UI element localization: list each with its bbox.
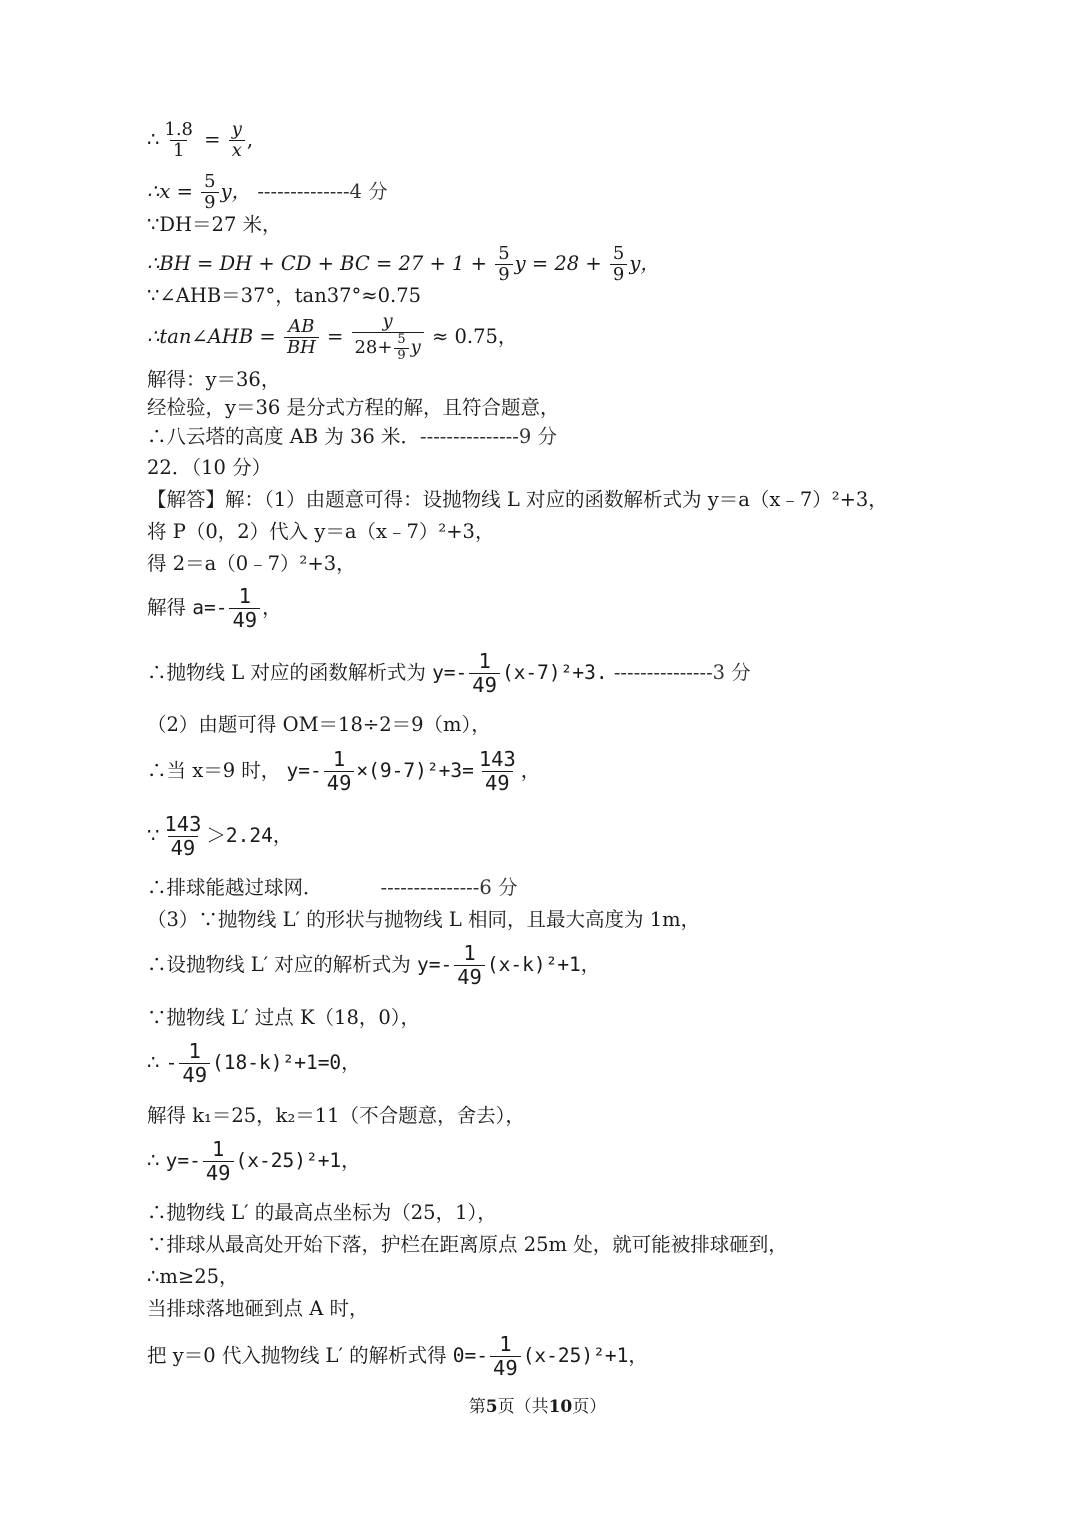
fraction: $\frac{143}{49}$: [164, 812, 202, 860]
line-k-equation: ∴ - $\frac{1}{49}$ (18-k)²+1=0，: [147, 1039, 361, 1087]
line-substitute-y0: 把 y＝0 代入抛物线 L′ 的解析式得 0=- $\frac{1}{49}$ (x-25)²+1，: [147, 1332, 648, 1380]
line-tower-height: ∴八云塔的高度 AB 为 36 米．---------------9 分: [147, 425, 557, 448]
score-marker: ---------------3 分: [613, 660, 751, 684]
fraction: $\frac{1}{49}$: [229, 585, 260, 632]
line-compare: ∵ $\frac{143}{49}$ ＞2.24，: [147, 812, 293, 860]
line-bh: ∴BH = DH + CD + BC = 27 + 1 + $\frac{5}{9}$ y = 28 + $\frac{5}{9}$ y，: [147, 243, 660, 286]
fraction: $\frac{5}{9}$: [394, 333, 408, 363]
fraction: $\frac{AB}{BH}$: [284, 317, 319, 358]
fraction: $\frac{1}{49}$: [490, 1333, 521, 1380]
score-marker: ---------------9 分: [420, 425, 557, 448]
fraction: $\frac{1}{49}$: [324, 748, 355, 795]
line-tan: ∴tan∠AHB = $\frac{AB}{BH}$ = y 28+ $\frac{5}{9}$ y ≈ 0.75，: [147, 311, 518, 363]
fraction: y 28+ $\frac{5}{9}$ y: [352, 312, 424, 363]
line-point-a: 当排球落地砸到点 A 时，: [147, 1297, 369, 1320]
fraction: $\frac{1}{49}$: [454, 942, 485, 989]
line-angle: ∵∠AHB＝37°，tan37°≈0.75: [147, 284, 422, 307]
line-check: 经检验，y＝36 是分式方程的解，且符合题意，: [147, 396, 560, 419]
fraction: $\frac{5}{9}$: [495, 244, 512, 285]
line-om: （2）由题可得 OM＝18÷2＝9（m），: [147, 713, 491, 736]
fraction: $\frac{1.8}{1}$: [164, 119, 193, 162]
line-solve-a: 解得 a=- $\frac{1}{49}$ ，: [147, 584, 282, 632]
line-dh: ∵DH＝27 米，: [147, 213, 282, 236]
fraction: $\frac{143}{49}$: [478, 747, 516, 795]
line-x-value: ∴x = $\frac{5}{9}$ y， --------------4 分: [147, 171, 388, 214]
score-marker: --------------4 分: [257, 180, 388, 204]
line-m-range: ∴m≥25，: [147, 1265, 239, 1288]
fraction: $\frac{5}{9}$: [610, 244, 627, 285]
line-equation-a: 得 2＝a（0﹣7）²+3，: [147, 552, 356, 575]
line-ball-over-net: ∴排球能越过球网． ---------------6 分: [147, 876, 518, 899]
fraction: $\frac{1}{49}$: [469, 650, 500, 697]
line-answer-intro: 【解答】解：（1）由题意可得：设抛物线 L 对应的函数解析式为 y＝a（x﹣7）²+3，: [147, 488, 888, 511]
line-fall: ∵排球从最高处开始下落，护栏在距离原点 25m 处，就可能被排球砸到，: [147, 1233, 788, 1256]
line-parabola-l-prime: ∴设抛物线 L′ 对应的解析式为 y=- $\frac{1}{49}$ (x-k)²+1，: [147, 941, 601, 989]
line-x-equals-9: ∴当 x＝9 时， y=- $\frac{1}{49}$ ×(9-7)²+3= $\frac{143}{49}$ ，: [147, 747, 541, 795]
page-footer: 第5页（共10页）: [468, 1397, 607, 1417]
fraction: $\frac{1}{49}$: [203, 1138, 234, 1185]
line-solve-k: 解得 k₁＝25，k₂＝11（不合题意，舍去），: [147, 1104, 525, 1127]
line-part3: （3）∵抛物线 L′ 的形状与抛物线 L 相同，且最大高度为 1m，: [147, 908, 701, 931]
line-point-k: ∵抛物线 L′ 过点 K（18，0），: [147, 1006, 421, 1029]
line-y-formula: ∴ y=- $\frac{1}{49}$ (x-25)²+1，: [147, 1137, 361, 1185]
total-pages: 10: [548, 1397, 573, 1417]
score-marker: ---------------6 分: [380, 876, 518, 899]
fraction: $\frac{5}{9}$: [201, 172, 218, 213]
line-substitute-p: 将 P（0，2）代入 y＝a（x﹣7）²+3，: [147, 520, 495, 543]
line-vertex: ∴抛物线 L′ 的最高点坐标为（25，1），: [147, 1201, 497, 1224]
line-solve-y: 解得：y＝36，: [147, 368, 281, 391]
line-parabola-l: ∴抛物线 L 对应的函数解析式为 y=- $\frac{1}{49}$ (x-7)²+3. ---------------3 分: [147, 649, 751, 697]
line-ratio-equation: ∴ $\frac{1.8}{1}$ = $\frac{y}{x}$ ,: [147, 119, 254, 162]
therefore-symbol: ∴: [147, 128, 160, 152]
page-number: 5: [485, 1397, 498, 1417]
question-number: 22．（10 分）: [147, 456, 272, 479]
fraction: $\frac{1}{49}$: [179, 1040, 210, 1087]
fraction: $\frac{y}{x}$: [229, 120, 245, 161]
